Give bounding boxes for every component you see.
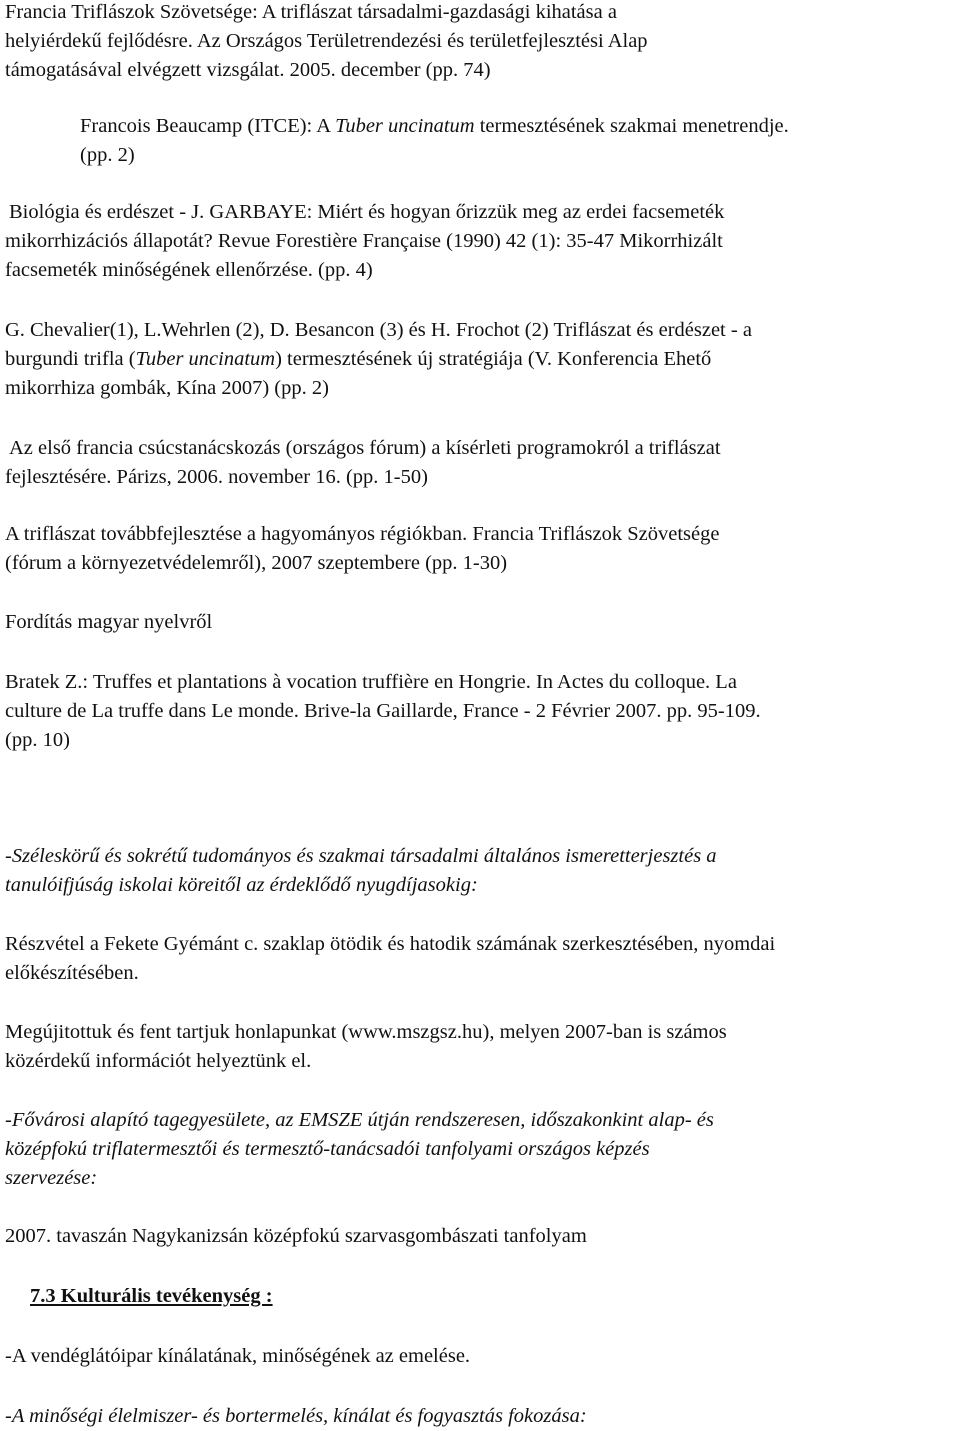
text-line: Fordítás magyar nyelvről: [5, 611, 213, 633]
species-name: Tuber uncinatum: [335, 115, 475, 137]
text-span: Francois Beaucamp (ITCE): A: [80, 115, 336, 137]
text-span: ) termesztésének új stratégiája (V. Konferencia Ehető: [275, 348, 712, 370]
text-line: Részvétel a Fekete Gyémánt c. szaklap ötödik és hatodik számának szerkesztésében, nyomdai: [5, 933, 776, 955]
text-line: facsemeték minőségének ellenőrzése. (pp. 4): [5, 259, 373, 281]
activity-heading-outreach: [5, 842, 950, 900]
reference-forum-2006: [5, 434, 950, 492]
text-line: -Fővárosi alapító tagegyesülete, az EMSZE útján rendszeresen, időszakonkint alap- és: [5, 1109, 714, 1131]
cultural-item-hospitality: [5, 1342, 950, 1371]
translation-note: [5, 608, 950, 637]
text-line: szervezése:: [5, 1167, 98, 1189]
text-line: Francia Triflászok Szövetsége: A triflászat társadalmi-gazdasági kihatása a: [5, 1, 617, 23]
text-line: középfokú triflatermesztői és termesztő-tanácsadói tanfolyami országos képzés: [5, 1138, 650, 1160]
species-name: Tuber uncinatum: [135, 348, 276, 370]
text-line: mikorrhizációs állapotát? Revue Forestière Française (1990) 42 (1): 35-47 Mikorrhizált: [5, 230, 723, 252]
text-line: (pp. 10): [5, 729, 70, 751]
reference-forum-2007: [5, 520, 950, 578]
text-line: [5, 345, 950, 374]
text-line: mikorrhiza gombák, Kína 2007) (pp. 2): [5, 377, 329, 399]
cultural-item-food-wine: [5, 1402, 950, 1431]
text-line: Biológia és erdészet - J. GARBAYE: Miért és hogyan őrizzük meg az erdei facsemeték: [9, 201, 725, 223]
section-heading-cultural-activity: 7.3 Kulturális tevékenység :: [30, 1285, 273, 1307]
text-line: Bratek Z.: Truffes et plantations à vocation truffière en Hongrie. In Actes du colloque. La: [5, 671, 737, 693]
text-line: helyiérdekű fejlődésre. Az Országos Területrendezési és területfejlesztési Alap: [5, 30, 648, 52]
text-line: (fórum a környezetvédelemről), 2007 szeptembere (pp. 1-30): [5, 552, 508, 574]
reference-chevalier: [5, 316, 950, 403]
text-line: közérdekű információt helyeztünk el.: [5, 1050, 312, 1072]
text-line: Az első francia csúcstanácskozás (országos fórum) a kísérleti programokról a triflászat: [9, 437, 721, 459]
text-line: Megújitottuk és fent tartjuk honlapunkat (www.mszgsz.hu), melyen 2007-ban is számos: [5, 1021, 727, 1043]
text-line: [80, 112, 950, 141]
text-line: 2007. tavaszán Nagykanizsán középfokú szarvasgombászati tanfolyam: [5, 1225, 587, 1247]
activity-paragraph-journal: [5, 930, 950, 988]
reference-bratek: [5, 668, 950, 755]
text-span: burgundi trifla (: [5, 348, 136, 370]
text-line: előkészítésében.: [5, 962, 139, 984]
text-line: -A minőségi élelmiszer- és bortermelés, kínálat és fogyasztás fokozása:: [5, 1405, 587, 1427]
reference-beaucamp: [80, 112, 950, 170]
text-line: -A vendéglátóipar kínálatának, minőségének az emelése.: [5, 1345, 471, 1367]
text-line: támogatásával elvégzett vizsgálat. 2005. december (pp. 74): [5, 59, 491, 81]
text-line: G. Chevalier(1), L.Wehrlen (2), D. Besancon (3) és H. Frochot (2) Triflászat és erdészet - a: [5, 319, 752, 341]
text-line: fejlesztésére. Párizs, 2006. november 16. (pp. 1-50): [5, 466, 428, 488]
text-line: (pp. 2): [80, 144, 135, 166]
reference-francia-triflaszok-2005: [5, 0, 950, 85]
activity-paragraph-course: [5, 1222, 950, 1251]
text-span: termesztésének szakmai menetrendje.: [474, 115, 789, 137]
activity-heading-training: [5, 1106, 950, 1193]
activity-paragraph-website: [5, 1018, 950, 1076]
text-line: A triflászat továbbfejlesztése a hagyományos régiókban. Francia Triflászok Szövetsége: [5, 523, 720, 545]
text-line: -Széleskörű és sokrétű tudományos és szakmai társadalmi általános ismeretterjesztés a: [5, 845, 717, 867]
reference-garbaye: [5, 198, 950, 285]
text-line: tanulóifjúság iskolai köreitől az érdeklődő nyugdíjasokig:: [5, 874, 478, 896]
text-line: culture de La truffe dans Le monde. Brive-la Gaillarde, France - 2 Février 2007. pp. 95-109.: [5, 700, 761, 722]
